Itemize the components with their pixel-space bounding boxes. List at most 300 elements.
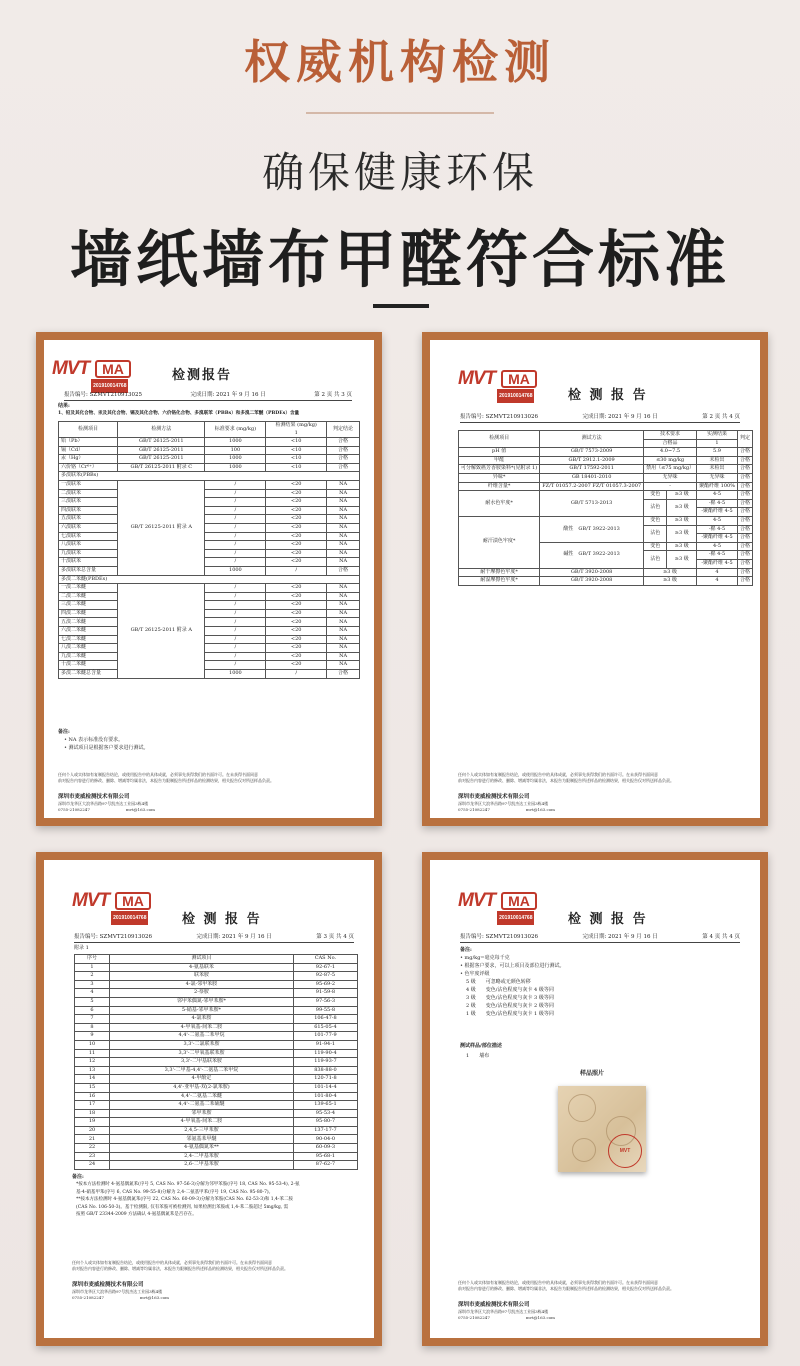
report-logo [458, 368, 537, 399]
table-row [75, 1101, 358, 1110]
table-row [459, 448, 753, 457]
table-row [59, 609, 360, 618]
pattern-motif [572, 1138, 596, 1162]
table-cell: / [205, 584, 266, 593]
table-cell: / [205, 601, 266, 610]
sample-row: 1 墙布 [466, 1053, 490, 1059]
table-cell: 2,4-二甲基苯胺 [110, 1152, 294, 1161]
table-cell: 合格 [737, 551, 752, 560]
report-meta [64, 390, 352, 398]
table-cell: 137-17-7 [293, 1126, 357, 1135]
table-cell: 101-77-9 [293, 1032, 357, 1041]
company-name: 深圳市麦威检测技术有限公司 [58, 794, 130, 800]
report-title: 检 测 报 告 [568, 388, 648, 403]
table-cell: NA [327, 592, 360, 601]
table-cell: ≥3 级 [667, 499, 697, 516]
table-cell: NA [327, 609, 360, 618]
table-cell: NA [327, 644, 360, 653]
table-row [75, 1023, 358, 1032]
table-cell: 5-硝基-邻甲苯胺* [110, 1006, 294, 1015]
table-cell: <20 [266, 652, 327, 661]
table-cell: 测试方法 [540, 431, 644, 448]
note-1: • NA 表示标准没有要求。 [64, 737, 124, 743]
table-row [59, 592, 360, 601]
table-cell: 11 [75, 1049, 110, 1058]
note-line: (CAS No. 106-50-3)。基于检测限, 仅有苯胺可被检测到, 如果检测出苯胺或 1,4-苯二胺超过 5mg/kg, 需 [76, 1204, 289, 1210]
table-cell: 21 [75, 1135, 110, 1144]
table-cell: 22 [75, 1144, 110, 1153]
table-cell: NA [327, 489, 360, 498]
table-cell: 沾色 [644, 525, 667, 542]
table-cell: NA [327, 549, 360, 558]
table-cell: 七溴联苯 [59, 532, 118, 541]
table-cell: / [205, 541, 266, 550]
table-cell: NA [327, 480, 360, 489]
table-cell: 1000 [205, 566, 266, 575]
table-row [59, 541, 360, 550]
table-cell: - [644, 482, 697, 491]
disclaimer: 任何个人或实体如有复制报告结论，或使用报告中的具体成就，必须事先获得我们的书面许可。在未获得书面同意 前对报告内容进行的修改、删除、增减等均属非法，本报告为限制报告所述样品的检测结果，相关报告仅对所送样品负责。 [72, 1260, 288, 1271]
table-row [59, 489, 360, 498]
table-cell: 13 [75, 1066, 110, 1075]
table-cell: 17 [75, 1101, 110, 1110]
table-row [59, 566, 360, 575]
table-cell: 101-80-4 [293, 1092, 357, 1101]
mvt-logo-icon: MVT [52, 358, 90, 379]
table-cell: 聚酯纤维 100% [697, 482, 738, 491]
sample-desc-label: 测试样品/部位描述 [460, 1043, 502, 1049]
table-row [59, 627, 360, 636]
table-cell: 五溴二苯醚 [59, 618, 118, 627]
title-divider [306, 112, 494, 114]
table-row [59, 670, 360, 679]
table-cell: / [205, 652, 266, 661]
table-cell: 92-67-1 [293, 963, 357, 972]
table-cell: NA [327, 541, 360, 550]
table-row [459, 577, 753, 586]
table-cell: 五溴联苯 [59, 515, 118, 524]
table-cell: 95-68-1 [293, 1152, 357, 1161]
table-cell: 合格 [737, 456, 752, 465]
report-page: 第 3 页 共 4 页 [316, 934, 354, 940]
table-cell: 无异味 [644, 473, 697, 482]
table-row [59, 506, 360, 515]
table-cell: NA [327, 498, 360, 507]
table-cell: 六溴联苯 [59, 523, 118, 532]
table-cell: 四溴二苯醚 [59, 609, 118, 618]
report-card-3 [36, 852, 382, 1346]
table-cell: 60-09-3 [293, 1144, 357, 1153]
table-cell: 合格 [737, 508, 752, 517]
table-row [75, 1066, 358, 1075]
table-row [59, 584, 360, 593]
table-cell: -棉 4-5 [697, 499, 738, 508]
table-cell: 92-87-5 [293, 972, 357, 981]
report-date: 完成日期: 2021 年 9 月 16 日 [196, 934, 272, 940]
table-cell: GB/T 7573-2009 [540, 448, 644, 457]
table-row [459, 473, 753, 482]
table-cell: 六溴二苯醚 [59, 627, 118, 636]
result-table-2 [458, 430, 753, 586]
table-cell: <20 [266, 644, 327, 653]
notes-label: 备注: [72, 1174, 84, 1180]
table-cell: <20 [266, 506, 327, 515]
table-cell: NA [327, 661, 360, 670]
disclaimer: 任何个人或实体如有复制报告结论，或使用报告中的具体成就，必须事先获得我们的书面许可。在未获得书面同意 前对报告内容进行的修改、删除、增减等均属非法，本报告为限制报告所述样品的检测结果，相关报告仅对所送样品负责。 [58, 772, 274, 783]
table-cell: -棉 4-5 [697, 525, 738, 534]
table-row [75, 1152, 358, 1161]
table-cell: / [205, 627, 266, 636]
table-cell: 4-5 [697, 516, 738, 525]
table-cell: 序号 [75, 955, 110, 964]
table-cell: 5.9 [697, 448, 738, 457]
note-line: 基-4-硝基甲苯(序号 6, CAS No. 99-55-8)分解为 2,4-二氨基甲苯(序号 19, CAS No. 95-80-7)。 [76, 1189, 274, 1195]
table-cell: 139-65-1 [293, 1101, 357, 1110]
table-cell: / [205, 549, 266, 558]
meta-divider [460, 422, 740, 423]
table-row [75, 1058, 358, 1067]
report-paper-3 [44, 860, 374, 1338]
table-row [75, 1006, 358, 1015]
table-cell: <20 [266, 541, 327, 550]
note-2: • 根据客户要求，可以上项目及部位进行测试。 [460, 963, 565, 969]
grade-row: 1 级 变色/沾色程度与灰卡 1 级等同 [466, 1011, 554, 1017]
table-row [59, 661, 360, 670]
table-cell: 14 [75, 1075, 110, 1084]
table-cell: 多溴联苯总含量 [59, 566, 118, 575]
table-cell: / [205, 523, 266, 532]
table-cell: 合格 [737, 516, 752, 525]
table-cell: 95-69-2 [293, 980, 357, 989]
table-cell: 3,3'-二甲氧基联苯胺 [110, 1049, 294, 1058]
table-cell: / [205, 635, 266, 644]
table-cell: <20 [266, 592, 327, 601]
ma-logo-icon: MA 201910014768 [501, 892, 537, 910]
table-row [75, 1015, 358, 1024]
table-row [75, 1161, 358, 1170]
report-page: 第 4 页 共 4 页 [702, 934, 740, 940]
note-line: 按照 GB/T 23344-2009 方法确认 4-氨基偶氮苯是否存在。 [76, 1212, 197, 1217]
table-cell: NA [327, 601, 360, 610]
table-cell: -聚酯纤维 4-5 [697, 559, 738, 568]
table-cell: 铅（Pb） [59, 438, 118, 447]
table-cell: / [205, 498, 266, 507]
table-cell: <20 [266, 661, 327, 670]
table-cell: 2 [75, 972, 110, 981]
table-cell: GB/T 26125-2011 附录 A [118, 584, 205, 679]
table-row [59, 644, 360, 653]
table-cell: 4-5 [697, 491, 738, 500]
report-card-1 [36, 332, 382, 826]
report-meta [74, 932, 354, 940]
table-cell: 合格 [327, 670, 360, 679]
ma-logo-icon: MA 201910014768 [95, 360, 131, 378]
subtitle-line1: 确保健康环保 [261, 148, 538, 197]
table-cell: 合格 [737, 482, 752, 491]
table-cell: 二溴二苯醚 [59, 592, 118, 601]
table-cell: 多溴二苯醚总含量 [59, 670, 118, 679]
table-cell: 99-55-8 [293, 1006, 357, 1015]
table-row [75, 997, 358, 1006]
table-cell: 91-94-1 [293, 1040, 357, 1049]
table-row [75, 1040, 358, 1049]
table-row [459, 568, 753, 577]
table-cell: 8 [75, 1023, 110, 1032]
note-3: • 色牢度评级 [460, 971, 490, 977]
table-cell: <10 [266, 455, 327, 464]
table-cell: 纤维含量* [459, 482, 540, 491]
note-line: *按本方法检测时 4-氨基偶氮苯(序号 5, CAS No. 97-56-3)分解为邻甲苯胺(序号 18, CAS No. 95-53-4), 2-氨 [76, 1182, 300, 1187]
table-cell: NA [327, 558, 360, 567]
table-cell: 4,4'-亚甲基-双(2-氯苯胺) [110, 1083, 294, 1092]
table-cell: 4 [697, 577, 738, 586]
table-row [59, 498, 360, 507]
table-row [59, 446, 360, 455]
table-row [59, 472, 360, 481]
table-cell: 1000 [205, 455, 266, 464]
company-address: 深圳市龙华区大浪华昌路97号凯杰达工业园3栋4楼 [72, 1289, 163, 1294]
mvt-logo-icon: MVT [458, 890, 496, 911]
table-row [459, 465, 753, 474]
table-cell: 耐湿摩擦色牢度* [459, 577, 540, 586]
table-row [59, 549, 360, 558]
table-cell: / [266, 566, 327, 575]
table-cell: 16 [75, 1092, 110, 1101]
report-page: 第 2 页 共 3 页 [314, 392, 352, 398]
table-cell: 4-氯苯胺 [110, 1015, 294, 1024]
table-cell: 邻甲苯偶氮-邻甲苯胺* [110, 997, 294, 1006]
table-row [75, 1083, 358, 1092]
report-page: 第 2 页 共 4 页 [702, 414, 740, 420]
table-cell: 八溴二苯醚 [59, 644, 118, 653]
table-cell: <20 [266, 480, 327, 489]
subtitle-divider [373, 304, 429, 308]
table-cell: ≥3 级 [667, 551, 697, 568]
table-cell: 838-88-0 [293, 1066, 357, 1075]
table-cell: 615-05-4 [293, 1023, 357, 1032]
table-cell: 4 [75, 989, 110, 998]
report-meta [460, 412, 740, 420]
table-cell: NA [327, 523, 360, 532]
table-cell: 5 [75, 997, 110, 1006]
table-cell: 1000 [205, 438, 266, 447]
table-cell: 九溴二苯醚 [59, 652, 118, 661]
table-cell: 测试项目 [110, 955, 294, 964]
table-cell: 1 [75, 963, 110, 972]
table-cell: <20 [266, 627, 327, 636]
table-cell: <20 [266, 498, 327, 507]
meta-divider [64, 400, 352, 401]
table-cell: 23 [75, 1152, 110, 1161]
notes-label: 备注: [460, 947, 472, 953]
table-cell: GB/T 26125-2011 [118, 446, 205, 455]
table-cell: 合格 [327, 438, 360, 447]
table-cell: ≥3 级 [667, 525, 697, 542]
grade-row: 5 级 可忽略或无颜色转移 [466, 979, 531, 985]
table-cell: 耐干摩擦色牢度* [459, 568, 540, 577]
table-cell: 技术要求 [644, 431, 697, 440]
table-cell: 4-氨基偶氮苯** [110, 1144, 294, 1153]
report-logo [72, 890, 151, 921]
report-card-4 [422, 852, 768, 1346]
appendix-table [74, 954, 358, 1170]
table-cell: 3,3'-二甲基联苯胺 [110, 1058, 294, 1067]
table-cell: 12 [75, 1058, 110, 1067]
table-cell: 沾色 [644, 551, 667, 568]
table-cell: / [205, 489, 266, 498]
table-cell: 19 [75, 1118, 110, 1127]
table-cell: 3 [75, 980, 110, 989]
report-meta [460, 932, 740, 940]
table-cell: GB/T 2912.1-2009 [540, 456, 644, 465]
ma-logo-icon: MA 201910014768 [115, 892, 151, 910]
table-cell: NA [327, 627, 360, 636]
report-number: 报告编号: SZMVT210913026 [460, 414, 538, 420]
table-cell: 联苯胺 [110, 972, 294, 981]
table-row [75, 1075, 358, 1084]
table-cell: 禁用（≤75 mg/kg） [644, 465, 697, 474]
table-cell: 合格 [737, 448, 752, 457]
table-cell: pH 值 [459, 448, 540, 457]
report-card-2 [422, 332, 768, 826]
table-cell: 24 [75, 1161, 110, 1170]
table-cell: -聚酯纤维 4-5 [697, 534, 738, 543]
table-cell: 六价铬（Cr⁶⁺） [59, 463, 118, 472]
table-cell: 4-甲氧基-间苯二胺 [110, 1118, 294, 1127]
report-number: 报告编号: SZMVT210913026 [74, 934, 152, 940]
table-row [59, 558, 360, 567]
table-row [59, 618, 360, 627]
table-cell: ≥3 级 [667, 516, 697, 525]
table-cell: 10 [75, 1040, 110, 1049]
table-cell: <20 [266, 635, 327, 644]
lab-stamp-icon: MVT [608, 1134, 642, 1168]
table-cell: 91-59-8 [293, 989, 357, 998]
table-cell: NA [327, 618, 360, 627]
table-cell: 汞（Hg） [59, 455, 118, 464]
table-cell: 可分解致癌芳香胺染料*(见附录 1) [459, 465, 540, 474]
table-cell: 4-氯-邻甲苯胺 [110, 980, 294, 989]
table-row [59, 635, 360, 644]
report-paper-2 [430, 340, 760, 818]
table-cell: 4.0~7.5 [644, 448, 697, 457]
report-paper-1 [44, 340, 374, 818]
table-cell: <10 [266, 446, 327, 455]
report-date: 完成日期: 2021 年 9 月 16 日 [582, 934, 658, 940]
table-cell: GB/T 26125-2011 [118, 438, 205, 447]
company-name: 深圳市麦威检测技术有限公司 [458, 794, 530, 800]
result-label: 结果: [58, 403, 70, 409]
table-cell: GB/T 26125-2011 [118, 455, 205, 464]
table-row [459, 431, 753, 440]
table-cell: 变色 [644, 491, 667, 500]
table-cell: 十溴二苯醚 [59, 661, 118, 670]
report-title: 检 测 报 告 [182, 912, 262, 927]
table-cell: 碱性 GB/T 3922-2013 [540, 542, 644, 568]
table-cell: 4-氨基联苯 [110, 963, 294, 972]
table-cell: <10 [266, 463, 327, 472]
table-cell: 合格 [737, 559, 752, 568]
table-row [59, 601, 360, 610]
table-cell: 合格 [737, 525, 752, 534]
table-cell: GB 18401-2010 [540, 473, 644, 482]
appendix-label: 附录 1 [74, 945, 89, 951]
table-cell: / [205, 592, 266, 601]
table-cell: / [205, 515, 266, 524]
table-cell: / [205, 480, 266, 489]
table-row [59, 532, 360, 541]
company-contact: 0755-21082247 mvt@163.com [72, 1295, 169, 1300]
company-address: 深圳市龙华区大浪华昌路97号凯杰达工业园3栋4楼 [458, 1309, 549, 1314]
photo-label: 样品照片 [580, 1070, 605, 1077]
table-cell: -聚酯纤维 4-5 [697, 508, 738, 517]
company-contact: 0755-21082247 mvt@163.com [458, 807, 555, 812]
table-cell: 合格 [327, 566, 360, 575]
table-row [75, 989, 358, 998]
table-cell: 1000 [205, 670, 266, 679]
table-cell: GB/T 5713-2013 [540, 491, 644, 517]
table-row [75, 1049, 358, 1058]
table-cell: 合格 [737, 499, 752, 508]
table-cell: 一溴联苯 [59, 480, 118, 489]
disclaimer: 任何个人或实体如有复制报告结论，或使用报告中的具体成就，必须事先获得我们的书面许可。在未获得书面同意 前对报告内容进行的修改、删除、增减等均属非法，本报告为限制报告所述样品的检测结果，相关报告仅对所送样品负责。 [458, 772, 674, 783]
table-cell: 6 [75, 1006, 110, 1015]
table-cell: GB/T 3920-2008 [540, 568, 644, 577]
report-number: 报告编号: SZMVT210913025 [64, 392, 142, 398]
table-cell: GB/T 3920-2008 [540, 577, 644, 586]
company-name: 深圳市麦威检测技术有限公司 [72, 1282, 144, 1288]
table-cell: / [205, 644, 266, 653]
table-cell: / [205, 532, 266, 541]
table-cell: 检测项目 [459, 431, 540, 448]
grade-row: 4 级 变色/沾色程度与灰卡 4 级等同 [466, 987, 554, 993]
table-cell: 101-14-4 [293, 1083, 357, 1092]
table-cell: <20 [266, 523, 327, 532]
table-cell: -棉 4-5 [697, 551, 738, 560]
table-row [75, 1144, 358, 1153]
table-cell: 合格 [737, 577, 752, 586]
ma-logo-icon: MA 201910014768 [501, 370, 537, 388]
table-cell: 4-5 [697, 542, 738, 551]
table-cell: <20 [266, 601, 327, 610]
mvt-logo-icon: MVT [72, 890, 110, 911]
table-row [75, 1092, 358, 1101]
table-cell: NA [327, 515, 360, 524]
table-cell: NA [327, 652, 360, 661]
report-logo [52, 358, 131, 389]
report-title: 检测报告 [172, 368, 233, 383]
table-cell: 87-62-7 [293, 1161, 357, 1170]
table-row [459, 456, 753, 465]
table-cell: CAS No. [293, 955, 357, 964]
report-date: 完成日期: 2021 年 9 月 16 日 [582, 414, 658, 420]
table-cell: 106-47-8 [293, 1015, 357, 1024]
table-cell: 无异味 [697, 473, 738, 482]
table-cell: 镉（Cd） [59, 446, 118, 455]
table-row [459, 482, 753, 491]
table-cell: 判定 [737, 431, 752, 448]
table-cell: NA [327, 506, 360, 515]
table-cell: 甲醛 [459, 456, 540, 465]
table-cell: <20 [266, 532, 327, 541]
grade-row: 3 级 变色/沾色程度与灰卡 3 级等同 [466, 995, 554, 1001]
table-cell: 八溴联苯 [59, 541, 118, 550]
table-cell: 邻甲苯胺 [110, 1109, 294, 1118]
table-cell: 1000 [205, 463, 266, 472]
table-cell: NA [327, 532, 360, 541]
table-cell: 95-53-4 [293, 1109, 357, 1118]
table-cell: ≥3 级 [667, 491, 697, 500]
